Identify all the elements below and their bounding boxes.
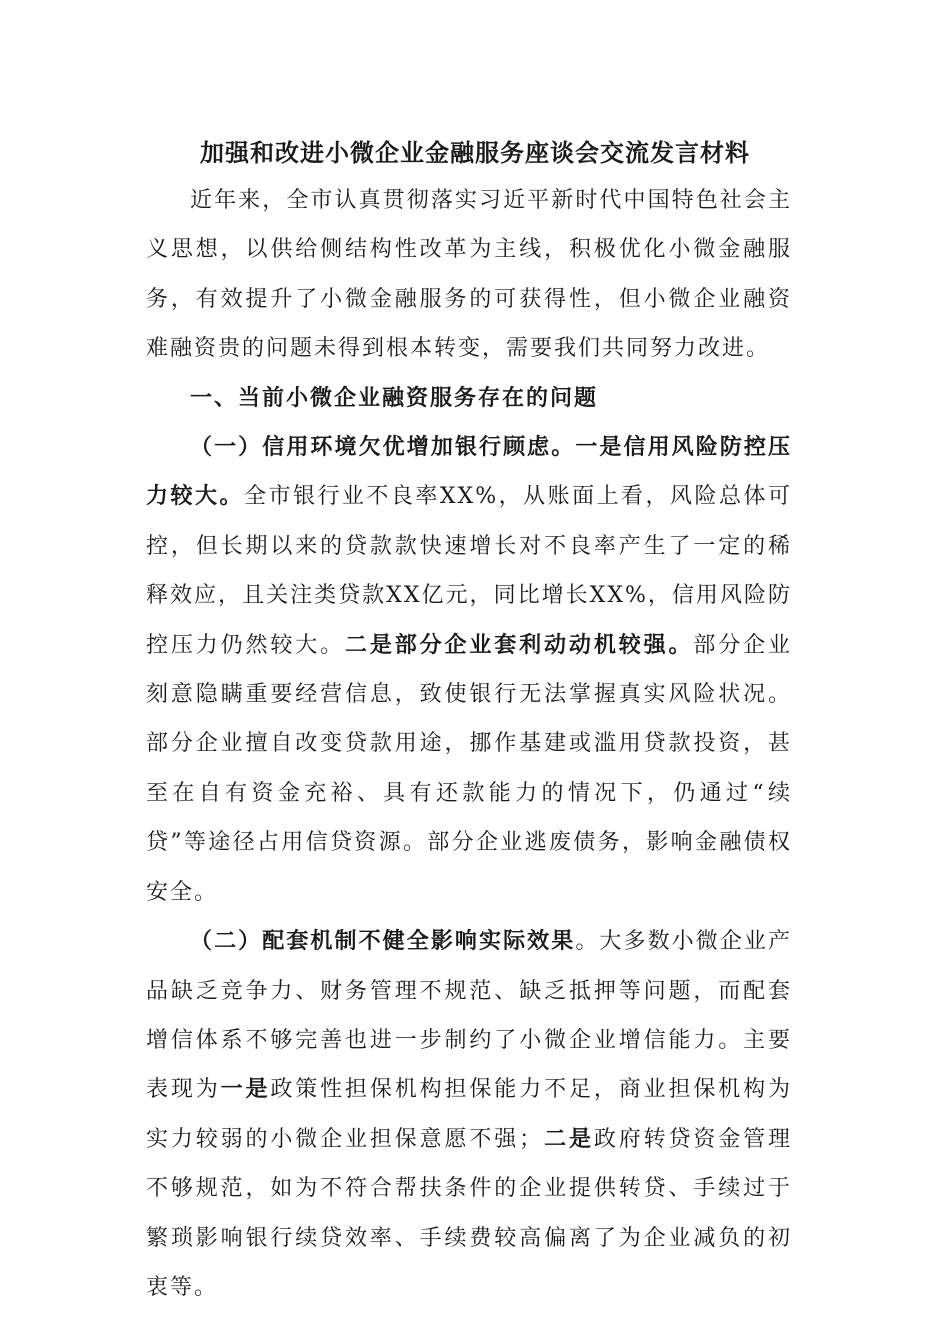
paragraph-text: 部分企业刻意隐瞒重要经营信息，致使银行无法掌握真实风险状况。部分企业擅自改变贷款用途，挪作基建或滥用贷款投资，甚至在自有资金充裕、具有还款能力的情况下，仍通过“续贷”等途径占用信贷资源。部分企业逃废债务，影响金融债权安全。 [146, 632, 792, 905]
bold-point-first: 一是 [220, 1076, 271, 1103]
section-heading: 一、当前小微企业融资服务存在的问题 [190, 384, 599, 411]
bold-point-second: 二是 [543, 1125, 594, 1152]
paragraph-text: 政策性担保机构担保能力不足，商业担保机构为实力较弱的小微企业担保意愿不强； [146, 1077, 792, 1152]
subsection-heading-mechanism: （二）配套机制不健全影响实际效果 [190, 928, 576, 955]
bold-point-arbitrage: 二是部分企业套利动动机较强。 [345, 631, 694, 658]
paragraph-credit-environment [146, 423, 792, 917]
paragraph-text: 政府转贷资金管理不够规范，如为不符合帮扶条件的企业提供转贷、手续过于繁琐影响银行续贷效率、手续费较高偏离了为企业减负的初衷等。 [146, 1126, 792, 1300]
paragraph-text: 。大多数小微企业产品缺乏竞争力、财务管理不规范、缺乏抵押等问题，而配套增信体系不够完善也进一步制约了小微企业增信能力。主要表现为 [146, 929, 792, 1103]
intro-paragraph: 近年来，全市认真贯彻落实习近平新时代中国特色社会主义思想，以供给侧结构性改革为主线，积极优化小微金融服务，有效提升了小微金融服务的可获得性，但小微企业融资难融资贵的问题未得到根本转变，需要我们共同努力改进。 [146, 188, 792, 362]
subsection-heading-credit: （一）信用环境欠优增加银行顾虑。一是信用风险防控压力较大。 [146, 434, 792, 510]
document-body [146, 176, 792, 1312]
paragraph-text: 全市银行业不良率XX%，从账面上看，风险总体可控，但长期以来的贷款款快速增长对不良率产生了一定的稀释效应，且关注类贷款XX亿元，同比增长XX%，信用风险防控压力仍然较大。 [146, 484, 792, 658]
document-title: 加强和改进小微企业金融服务座谈会交流发言材料 [200, 138, 750, 167]
paragraph-supporting-mechanism [146, 917, 792, 1312]
